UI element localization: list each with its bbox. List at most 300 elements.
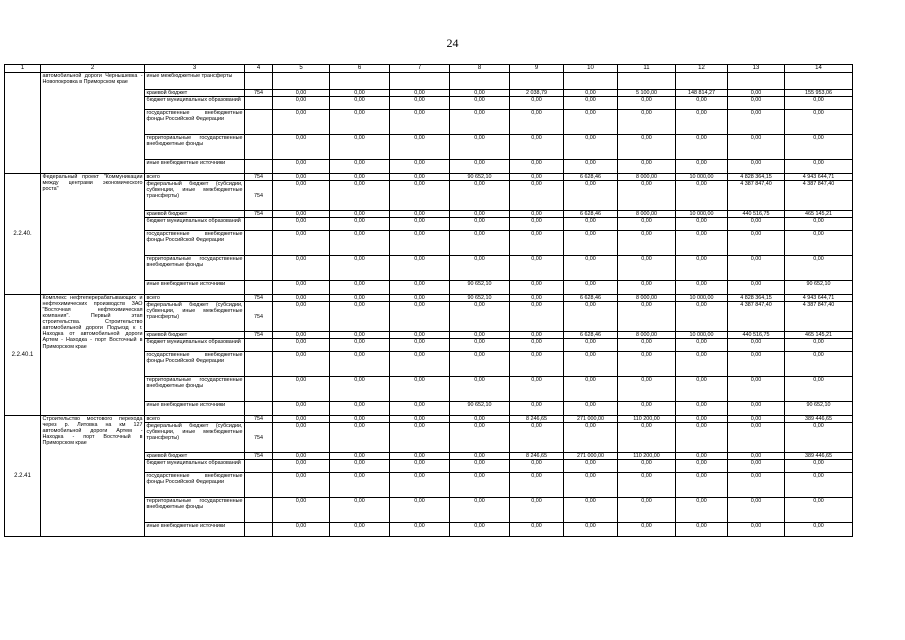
amount-cell: 0,00 [273, 110, 330, 135]
amount-cell: 8 000,00 [618, 295, 676, 302]
amount-cell: 271 000,00 [564, 416, 618, 423]
amount-cell: 0,00 [273, 160, 330, 174]
funding-source: краевой бюджет [145, 211, 245, 218]
amount-cell: 0,00 [728, 498, 785, 523]
amount-cell: 0,00 [330, 295, 390, 302]
admin-code [245, 377, 273, 402]
amount-cell: 0,00 [510, 339, 564, 352]
amount-cell: 0,00 [676, 416, 728, 423]
amount-cell [450, 73, 510, 90]
amount-cell: 0,00 [676, 135, 728, 160]
amount-cell: 0,00 [450, 160, 510, 174]
amount-cell: 0,00 [390, 295, 450, 302]
amount-cell: 0,00 [510, 281, 564, 295]
admin-code: 754 [245, 416, 273, 423]
amount-cell: 0,00 [450, 90, 510, 97]
amount-cell: 4 387 847,40 [728, 302, 785, 332]
funding-source: федеральный бюджет (субсидии, субвенции, иные межбюджетные трансферты) [145, 423, 245, 453]
amount-cell: 0,00 [564, 256, 618, 281]
amount-cell: 0,00 [676, 218, 728, 231]
admin-code: 754 [245, 181, 273, 211]
header-cell: 9 [510, 65, 564, 73]
amount-cell: 0,00 [676, 97, 728, 110]
amount-cell: 0,00 [450, 339, 510, 352]
amount-cell: 0,00 [330, 402, 390, 416]
amount-cell: 0,00 [785, 110, 853, 135]
funding-source: иные внебюджетные источники [145, 160, 245, 174]
amount-cell: 0,00 [510, 460, 564, 473]
amount-cell: 440 516,75 [728, 332, 785, 339]
amount-cell: 0,00 [273, 332, 330, 339]
amount-cell: 0,00 [390, 97, 450, 110]
amount-cell: 0,00 [273, 97, 330, 110]
table-body [5, 73, 853, 537]
amount-cell: 0,00 [273, 135, 330, 160]
funding-source: иные внебюджетные источники [145, 523, 245, 537]
amount-cell: 0,00 [330, 181, 390, 211]
amount-cell: 0,00 [728, 135, 785, 160]
amount-cell: 0,00 [390, 110, 450, 135]
amount-cell: 0,00 [330, 498, 390, 523]
item-code: 2.2.40.1 [5, 295, 41, 416]
amount-cell: 0,00 [728, 256, 785, 281]
amount-cell: 0,00 [273, 416, 330, 423]
amount-cell: 0,00 [728, 160, 785, 174]
admin-code [245, 97, 273, 110]
amount-cell: 0,00 [390, 174, 450, 181]
amount-cell: 0,00 [273, 460, 330, 473]
amount-cell: 0,00 [564, 281, 618, 295]
amount-cell [564, 73, 618, 90]
amount-cell: 0,00 [273, 423, 330, 453]
amount-cell: 0,00 [273, 281, 330, 295]
amount-cell: 0,00 [510, 377, 564, 402]
amount-cell: 90 652,10 [450, 174, 510, 181]
amount-cell: 0,00 [390, 135, 450, 160]
amount-cell: 6 628,46 [564, 211, 618, 218]
amount-cell: 0,00 [390, 160, 450, 174]
amount-cell: 0,00 [273, 211, 330, 218]
amount-cell: 0,00 [510, 218, 564, 231]
amount-cell: 0,00 [676, 160, 728, 174]
amount-cell: 0,00 [273, 256, 330, 281]
funding-source: государственные внебюджетные фонды Российской Федерации [145, 231, 245, 256]
amount-cell: 0,00 [618, 256, 676, 281]
item-code [5, 73, 41, 174]
amount-cell: 0,00 [273, 295, 330, 302]
amount-cell: 0,00 [676, 181, 728, 211]
amount-cell: 0,00 [450, 110, 510, 135]
admin-code [245, 160, 273, 174]
amount-cell: 465 145,21 [785, 332, 853, 339]
amount-cell: 0,00 [330, 332, 390, 339]
amount-cell: 0,00 [330, 352, 390, 377]
amount-cell: 389 446,65 [785, 453, 853, 460]
amount-cell: 0,00 [618, 281, 676, 295]
amount-cell: 0,00 [390, 211, 450, 218]
amount-cell: 0,00 [273, 453, 330, 460]
amount-cell: 0,00 [510, 402, 564, 416]
amount-cell: 0,00 [618, 498, 676, 523]
amount-cell: 0,00 [450, 332, 510, 339]
funding-source: федеральный бюджет (субсидии, субвенции, иные межбюджетные трансферты) [145, 302, 245, 332]
amount-cell: 0,00 [676, 352, 728, 377]
amount-cell: 90 652,10 [785, 402, 853, 416]
header-cell: 7 [390, 65, 450, 73]
amount-cell: 0,00 [450, 97, 510, 110]
amount-cell: 0,00 [676, 453, 728, 460]
amount-cell: 0,00 [330, 160, 390, 174]
amount-cell: 0,00 [618, 473, 676, 498]
amount-cell: 0,00 [390, 523, 450, 537]
amount-cell: 0,00 [330, 523, 390, 537]
amount-cell: 0,00 [330, 110, 390, 135]
amount-cell: 0,00 [510, 110, 564, 135]
item-description: Федеральный проект "Коммуникации между центрами экономического роста" [41, 174, 145, 295]
amount-cell: 0,00 [273, 181, 330, 211]
amount-cell: 0,00 [676, 423, 728, 453]
amount-cell: 0,00 [330, 218, 390, 231]
admin-code [245, 281, 273, 295]
amount-cell: 0,00 [330, 231, 390, 256]
amount-cell: 0,00 [728, 97, 785, 110]
amount-cell: 0,00 [676, 110, 728, 135]
amount-cell: 0,00 [390, 377, 450, 402]
amount-cell: 0,00 [510, 231, 564, 256]
amount-cell: 0,00 [273, 339, 330, 352]
amount-cell: 0,00 [618, 110, 676, 135]
amount-cell: 8 246,65 [510, 453, 564, 460]
funding-source: всего [145, 295, 245, 302]
admin-code: 754 [245, 302, 273, 332]
amount-cell: 0,00 [390, 473, 450, 498]
amount-cell: 0,00 [618, 523, 676, 537]
amount-cell: 4 943 644,71 [785, 174, 853, 181]
admin-code [245, 402, 273, 416]
item-description: Строительство мостового перехода через р. Литовка на км 127 автомобильной дороги Артем - Находка - порт Восточный в Приморском крае [41, 416, 145, 537]
amount-cell: 0,00 [564, 423, 618, 453]
amount-cell: 0,00 [390, 460, 450, 473]
amount-cell: 0,00 [676, 231, 728, 256]
amount-cell: 4 387 847,40 [785, 181, 853, 211]
amount-cell: 0,00 [510, 135, 564, 160]
amount-cell: 0,00 [450, 181, 510, 211]
funding-source: государственные внебюджетные фонды Российской Федерации [145, 352, 245, 377]
header-cell: 12 [676, 65, 728, 73]
table-row [5, 174, 853, 181]
amount-cell: 0,00 [330, 281, 390, 295]
amount-cell: 0,00 [564, 473, 618, 498]
amount-cell: 0,00 [728, 523, 785, 537]
admin-code [245, 339, 273, 352]
funding-source: территориальные государственные внебюджетные фонды [145, 135, 245, 160]
funding-source: краевой бюджет [145, 453, 245, 460]
amount-cell: 0,00 [618, 231, 676, 256]
amount-cell: 0,00 [510, 211, 564, 218]
page-number: 24 [446, 36, 459, 50]
amount-cell: 0,00 [510, 97, 564, 110]
admin-code [245, 473, 273, 498]
amount-cell: 10 000,00 [676, 332, 728, 339]
amount-cell: 271 000,00 [564, 453, 618, 460]
amount-cell: 0,00 [785, 231, 853, 256]
amount-cell: 0,00 [728, 473, 785, 498]
amount-cell: 4 828 364,15 [728, 295, 785, 302]
admin-code [245, 135, 273, 160]
amount-cell: 0,00 [273, 218, 330, 231]
amount-cell: 10 000,00 [676, 174, 728, 181]
amount-cell: 0,00 [618, 160, 676, 174]
amount-cell: 0,00 [676, 302, 728, 332]
amount-cell: 0,00 [564, 523, 618, 537]
amount-cell: 0,00 [510, 498, 564, 523]
amount-cell: 10 000,00 [676, 211, 728, 218]
header-cell: 1 [5, 65, 41, 73]
amount-cell: 0,00 [510, 256, 564, 281]
funding-source: территориальные государственные внебюджетные фонды [145, 377, 245, 402]
amount-cell: 0,00 [450, 453, 510, 460]
table-row [5, 73, 853, 90]
header-cell: 11 [618, 65, 676, 73]
amount-cell: 0,00 [785, 97, 853, 110]
amount-cell: 0,00 [564, 498, 618, 523]
amount-cell [510, 73, 564, 90]
amount-cell [676, 73, 728, 90]
amount-cell: 4 387 847,40 [728, 181, 785, 211]
amount-cell: 0,00 [728, 352, 785, 377]
header-cell: 6 [330, 65, 390, 73]
amount-cell: 0,00 [390, 423, 450, 453]
amount-cell: 0,00 [676, 523, 728, 537]
funding-source: федеральный бюджет (субсидии, субвенции, иные межбюджетные трансферты) [145, 181, 245, 211]
amount-cell: 0,00 [330, 174, 390, 181]
amount-cell: 0,00 [450, 352, 510, 377]
amount-cell: 0,00 [450, 231, 510, 256]
admin-code [245, 352, 273, 377]
amount-cell: 0,00 [390, 416, 450, 423]
amount-cell: 0,00 [785, 460, 853, 473]
amount-cell: 0,00 [390, 281, 450, 295]
amount-cell: 0,00 [564, 339, 618, 352]
amount-cell: 0,00 [728, 90, 785, 97]
amount-cell: 0,00 [450, 423, 510, 453]
amount-cell: 0,00 [510, 423, 564, 453]
amount-cell: 0,00 [450, 416, 510, 423]
amount-cell: 0,00 [510, 295, 564, 302]
amount-cell: 90 652,10 [450, 281, 510, 295]
amount-cell: 0,00 [564, 218, 618, 231]
amount-cell: 0,00 [728, 453, 785, 460]
admin-code: 754 [245, 211, 273, 218]
amount-cell: 0,00 [330, 377, 390, 402]
amount-cell: 0,00 [676, 377, 728, 402]
amount-cell: 0,00 [564, 460, 618, 473]
amount-cell: 0,00 [564, 352, 618, 377]
amount-cell: 0,00 [728, 416, 785, 423]
amount-cell: 155 953,06 [785, 90, 853, 97]
amount-cell: 0,00 [676, 460, 728, 473]
admin-code: 754 [245, 295, 273, 302]
amount-cell: 0,00 [390, 339, 450, 352]
amount-cell: 0,00 [330, 97, 390, 110]
amount-cell: 0,00 [510, 332, 564, 339]
amount-cell: 8 000,00 [618, 174, 676, 181]
amount-cell: 0,00 [564, 90, 618, 97]
header-cell: 8 [450, 65, 510, 73]
amount-cell: 0,00 [785, 498, 853, 523]
amount-cell: 0,00 [390, 181, 450, 211]
amount-cell: 0,00 [450, 377, 510, 402]
table-row [5, 295, 853, 302]
amount-cell: 0,00 [450, 523, 510, 537]
funding-source: территориальные государственные внебюджетные фонды [145, 256, 245, 281]
amount-cell: 0,00 [330, 460, 390, 473]
amount-cell: 90 652,10 [450, 295, 510, 302]
amount-cell: 8 000,00 [618, 332, 676, 339]
amount-cell: 0,00 [273, 302, 330, 332]
amount-cell: 0,00 [390, 453, 450, 460]
amount-cell: 0,00 [330, 453, 390, 460]
admin-code [245, 498, 273, 523]
amount-cell: 6 628,46 [564, 295, 618, 302]
item-code: 2.2.40. [5, 174, 41, 295]
amount-cell: 0,00 [785, 352, 853, 377]
amount-cell: 0,00 [618, 352, 676, 377]
amount-cell: 148 814,27 [676, 90, 728, 97]
amount-cell: 0,00 [450, 302, 510, 332]
amount-cell: 0,00 [273, 523, 330, 537]
amount-cell [618, 73, 676, 90]
admin-code [245, 110, 273, 135]
amount-cell: 0,00 [510, 160, 564, 174]
amount-cell: 0,00 [728, 339, 785, 352]
amount-cell: 90 652,10 [450, 402, 510, 416]
amount-cell: 0,00 [618, 460, 676, 473]
amount-cell: 0,00 [676, 339, 728, 352]
amount-cell: 4 943 644,71 [785, 295, 853, 302]
amount-cell: 0,00 [390, 231, 450, 256]
amount-cell: 465 145,21 [785, 211, 853, 218]
amount-cell: 0,00 [510, 352, 564, 377]
amount-cell: 8 000,00 [618, 211, 676, 218]
funding-source: бюджет муниципальных образований [145, 339, 245, 352]
amount-cell: 0,00 [510, 174, 564, 181]
amount-cell: 4 387 847,40 [785, 302, 853, 332]
item-description: Комплекс нефтеперерабатывающих и нефтехимических производств ЗАО "Восточная нефтехимическая компания". Первый этап строительства. Строительство автомобильной дороги Подъезд к г. Находка от автомобильной дороги Артем - Находка - порт Восточный в Приморском крае [41, 295, 145, 416]
amount-cell: 0,00 [564, 231, 618, 256]
header-row [5, 65, 853, 73]
amount-cell: 0,00 [330, 339, 390, 352]
admin-code [245, 73, 273, 90]
amount-cell: 0,00 [564, 110, 618, 135]
amount-cell: 0,00 [390, 218, 450, 231]
header-cell: 5 [273, 65, 330, 73]
admin-code: 754 [245, 332, 273, 339]
amount-cell: 0,00 [728, 402, 785, 416]
amount-cell: 6 628,46 [564, 174, 618, 181]
admin-code: 754 [245, 423, 273, 453]
header-cell: 2 [41, 65, 145, 73]
amount-cell: 0,00 [330, 302, 390, 332]
funding-source: государственные внебюджетные фонды Российской Федерации [145, 473, 245, 498]
funding-source: иные межбюджетные трансферты [145, 73, 245, 90]
funding-source: бюджет муниципальных образований [145, 460, 245, 473]
amount-cell: 0,00 [618, 339, 676, 352]
admin-code [245, 231, 273, 256]
amount-cell: 0,00 [785, 339, 853, 352]
amount-cell: 0,00 [390, 498, 450, 523]
funding-source: краевой бюджет [145, 332, 245, 339]
amount-cell: 0,00 [728, 377, 785, 402]
funding-source: бюджет муниципальных образований [145, 218, 245, 231]
amount-cell: 0,00 [676, 256, 728, 281]
amount-cell: 0,00 [330, 135, 390, 160]
amount-cell: 0,00 [450, 211, 510, 218]
amount-cell: 0,00 [785, 218, 853, 231]
amount-cell: 0,00 [510, 523, 564, 537]
amount-cell: 0,00 [450, 473, 510, 498]
header-cell: 4 [245, 65, 273, 73]
amount-cell: 0,00 [390, 256, 450, 281]
admin-code [245, 256, 273, 281]
funding-source: государственные внебюджетные фонды Российской Федерации [145, 110, 245, 135]
amount-cell: 0,00 [785, 160, 853, 174]
amount-cell: 0,00 [273, 473, 330, 498]
admin-code [245, 523, 273, 537]
amount-cell: 0,00 [618, 302, 676, 332]
amount-cell [785, 73, 853, 90]
amount-cell: 440 516,75 [728, 211, 785, 218]
amount-cell: 0,00 [618, 135, 676, 160]
amount-cell: 0,00 [728, 218, 785, 231]
funding-source: бюджет муниципальных образований [145, 97, 245, 110]
funding-source: территориальные государственные внебюджетные фонды [145, 498, 245, 523]
amount-cell: 0,00 [510, 302, 564, 332]
amount-cell: 0,00 [273, 352, 330, 377]
amount-cell: 10 000,00 [676, 295, 728, 302]
amount-cell: 0,00 [510, 473, 564, 498]
admin-code: 754 [245, 453, 273, 460]
amount-cell: 6 628,46 [564, 332, 618, 339]
amount-cell: 0,00 [330, 423, 390, 453]
admin-code: 754 [245, 90, 273, 97]
amount-cell: 0,00 [273, 377, 330, 402]
amount-cell: 0,00 [618, 377, 676, 402]
amount-cell: 0,00 [273, 402, 330, 416]
budget-table [4, 64, 853, 537]
amount-cell: 0,00 [564, 181, 618, 211]
table-row [5, 416, 853, 423]
funding-source: иные внебюджетные источники [145, 402, 245, 416]
funding-source: краевой бюджет [145, 90, 245, 97]
amount-cell [273, 73, 330, 90]
amount-cell: 0,00 [728, 110, 785, 135]
amount-cell [330, 73, 390, 90]
admin-code [245, 460, 273, 473]
amount-cell: 0,00 [785, 523, 853, 537]
funding-source: всего [145, 174, 245, 181]
amount-cell: 0,00 [676, 402, 728, 416]
amount-cell [390, 73, 450, 90]
amount-cell [728, 73, 785, 90]
amount-cell: 0,00 [785, 256, 853, 281]
amount-cell: 0,00 [618, 423, 676, 453]
amount-cell: 0,00 [450, 460, 510, 473]
amount-cell: 389 446,65 [785, 416, 853, 423]
amount-cell: 0,00 [618, 97, 676, 110]
header-cell: 13 [728, 65, 785, 73]
header-cell: 14 [785, 65, 853, 73]
